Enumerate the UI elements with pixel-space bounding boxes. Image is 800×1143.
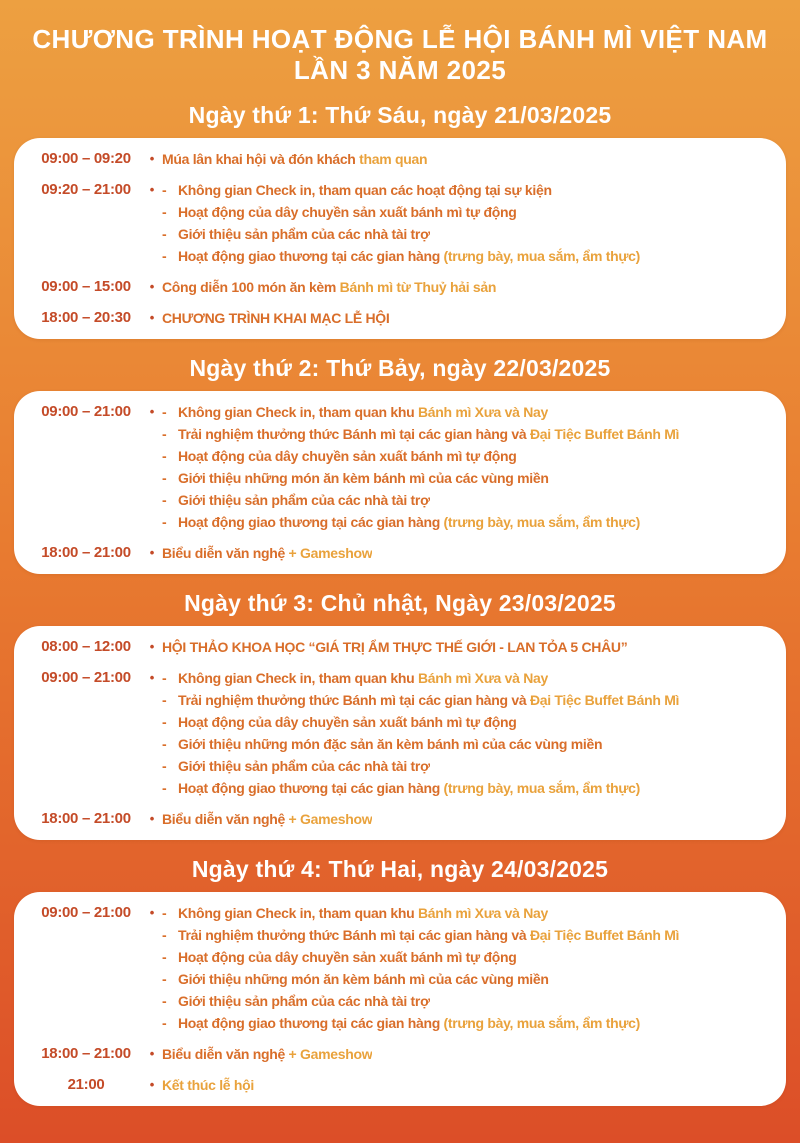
schedule-row bbox=[30, 148, 770, 170]
item-text bbox=[178, 1012, 640, 1034]
dash-marker: - bbox=[162, 780, 167, 796]
item-segment: tham quan bbox=[359, 151, 428, 167]
time-label: 09:00 – 09:20 bbox=[41, 150, 131, 167]
row-items bbox=[162, 1074, 770, 1096]
item-text bbox=[178, 990, 430, 1012]
schedule-row bbox=[30, 1074, 770, 1096]
item-line bbox=[162, 307, 770, 329]
item-segment: Hoạt động giao thương tại các gian hàng bbox=[178, 248, 444, 264]
bullet-icon: • bbox=[149, 182, 155, 197]
row-items bbox=[162, 636, 770, 658]
item-line bbox=[162, 489, 770, 511]
item-text bbox=[178, 924, 679, 946]
row-items bbox=[162, 902, 770, 1034]
item-line bbox=[162, 689, 770, 711]
item-segment: Giới thiệu sản phẩm của các nhà tài trợ bbox=[178, 492, 430, 508]
item-segment: Kết thúc lễ hội bbox=[162, 1077, 254, 1093]
item-text bbox=[178, 223, 430, 245]
row-items bbox=[162, 307, 770, 329]
item-segment: Trải nghiệm thưởng thức Bánh mì tại các gian hàng và bbox=[178, 692, 530, 708]
item-segment: Giới thiệu sản phẩm của các nhà tài trợ bbox=[178, 993, 430, 1009]
schedule-row bbox=[30, 636, 770, 658]
item-line bbox=[162, 148, 770, 170]
time-label: 18:00 – 21:00 bbox=[41, 810, 131, 827]
item-segment: Biểu diễn văn nghệ bbox=[162, 811, 289, 827]
schedule-row bbox=[30, 808, 770, 830]
dash-marker: - bbox=[162, 905, 167, 921]
item-segment: Bánh mì Xưa và Nay bbox=[417, 905, 548, 921]
schedule-row bbox=[30, 1043, 770, 1065]
item-text bbox=[162, 307, 389, 329]
row-items bbox=[162, 1043, 770, 1065]
item-line bbox=[162, 667, 770, 689]
dash-marker: - bbox=[162, 949, 167, 965]
item-segment: Không gian Check in, tham quan khu bbox=[178, 905, 418, 921]
item-line bbox=[162, 1074, 770, 1096]
dash-marker: - bbox=[162, 492, 167, 508]
dash-marker: - bbox=[162, 448, 167, 464]
item-segment: Trải nghiệm thưởng thức Bánh mì tại các gian hàng và bbox=[178, 927, 530, 943]
dash-marker: - bbox=[162, 470, 167, 486]
item-text bbox=[162, 148, 427, 170]
day-header: Ngày thứ 2: Thứ Bảy, ngày 22/03/2025 bbox=[189, 355, 611, 381]
dash-marker: - bbox=[162, 204, 167, 220]
poster-title-line1: CHƯƠNG TRÌNH HOẠT ĐỘNG LỄ HỘI BÁNH MÌ VIỆT NAM bbox=[32, 24, 768, 54]
dash-marker: - bbox=[162, 404, 167, 420]
item-text bbox=[162, 542, 372, 564]
bullet-icon: • bbox=[149, 310, 155, 325]
row-items bbox=[162, 276, 770, 298]
item-line bbox=[162, 946, 770, 968]
dash-marker: - bbox=[162, 692, 167, 708]
row-items bbox=[162, 179, 770, 267]
item-segment: Giới thiệu những món ăn kèm bánh mì của các vùng miền bbox=[178, 971, 549, 987]
item-segment: (trưng bày, mua sắm, ẩm thực) bbox=[443, 514, 641, 530]
item-line bbox=[162, 968, 770, 990]
dash-marker: - bbox=[162, 714, 167, 730]
item-text bbox=[178, 711, 516, 733]
item-text bbox=[178, 245, 640, 267]
item-text bbox=[178, 902, 548, 924]
item-text bbox=[178, 489, 430, 511]
item-line bbox=[162, 511, 770, 533]
time-label: 09:20 – 21:00 bbox=[41, 181, 131, 198]
dash-marker: - bbox=[162, 993, 167, 1009]
row-items bbox=[162, 542, 770, 564]
day-header: Ngày thứ 4: Thứ Hai, ngày 24/03/2025 bbox=[191, 856, 609, 882]
day-section-2 bbox=[14, 354, 786, 574]
schedule-card bbox=[14, 892, 786, 1106]
item-line bbox=[162, 990, 770, 1012]
item-segment: + Gameshow bbox=[288, 545, 373, 561]
schedule-row bbox=[30, 276, 770, 298]
item-segment: Giới thiệu sản phẩm của các nhà tài trợ bbox=[178, 226, 430, 242]
item-line bbox=[162, 777, 770, 799]
item-segment: Biểu diễn văn nghệ bbox=[162, 545, 289, 561]
schedule-row bbox=[30, 401, 770, 533]
item-line bbox=[162, 808, 770, 830]
time-label: 18:00 – 20:30 bbox=[41, 309, 131, 326]
bullet-icon: • bbox=[149, 1077, 155, 1092]
item-line bbox=[162, 467, 770, 489]
item-line bbox=[162, 542, 770, 564]
item-text bbox=[162, 276, 496, 298]
item-line bbox=[162, 902, 770, 924]
time-label: 18:00 – 21:00 bbox=[41, 1045, 131, 1062]
item-segment: Giới thiệu sản phẩm của các nhà tài trợ bbox=[178, 758, 430, 774]
item-text bbox=[178, 179, 552, 201]
item-segment: Bánh mì từ Thuỷ hải sản bbox=[339, 279, 497, 295]
item-text bbox=[178, 667, 548, 689]
dash-marker: - bbox=[162, 226, 167, 242]
dash-marker: - bbox=[162, 670, 167, 686]
dash-marker: - bbox=[162, 514, 167, 530]
item-text bbox=[178, 733, 602, 755]
item-segment: Hoạt động của dây chuyền sản xuất bánh mì tự động bbox=[178, 949, 517, 965]
dash-marker: - bbox=[162, 182, 167, 198]
row-items bbox=[162, 667, 770, 799]
item-segment: Hoạt động của dây chuyền sản xuất bánh mì tự động bbox=[178, 448, 517, 464]
item-text bbox=[178, 401, 548, 423]
bullet-icon: • bbox=[149, 545, 155, 560]
item-segment: CHƯƠNG TRÌNH KHAI MẠC LỄ HỘI bbox=[162, 310, 390, 326]
dash-marker: - bbox=[162, 758, 167, 774]
item-segment: + Gameshow bbox=[288, 811, 373, 827]
item-line bbox=[162, 636, 770, 658]
time-label: 09:00 – 21:00 bbox=[41, 669, 131, 686]
dash-marker: - bbox=[162, 248, 167, 264]
day-section-3 bbox=[14, 589, 786, 840]
schedule-row bbox=[30, 667, 770, 799]
item-line bbox=[162, 755, 770, 777]
item-text bbox=[162, 1043, 372, 1065]
item-segment: Hoạt động giao thương tại các gian hàng bbox=[178, 780, 444, 796]
item-text bbox=[178, 201, 516, 223]
item-line bbox=[162, 733, 770, 755]
item-segment: Hoạt động giao thương tại các gian hàng bbox=[178, 514, 444, 530]
time-label: 08:00 – 12:00 bbox=[41, 638, 131, 655]
time-label: 09:00 – 15:00 bbox=[41, 278, 131, 295]
item-text bbox=[178, 777, 640, 799]
item-text bbox=[178, 755, 430, 777]
item-segment: Không gian Check in, tham quan khu bbox=[178, 670, 418, 686]
item-segment: Múa lân khai hội và đón khách bbox=[162, 151, 360, 167]
bullet-icon: • bbox=[149, 404, 155, 419]
dash-marker: - bbox=[162, 736, 167, 752]
time-label: 18:00 – 21:00 bbox=[41, 544, 131, 561]
item-segment: (trưng bày, mua sắm, ẩm thực) bbox=[443, 780, 641, 796]
item-segment: Không gian Check in, tham quan các hoạt động tại sự kiện bbox=[178, 182, 552, 198]
item-text bbox=[162, 636, 627, 658]
dash-marker: - bbox=[162, 426, 167, 442]
dash-marker: - bbox=[162, 927, 167, 943]
bullet-icon: • bbox=[149, 905, 155, 920]
item-line bbox=[162, 201, 770, 223]
item-segment: HỘI THẢO KHOA HỌC “GIÁ TRỊ ẨM THỰC THẾ GIỚI - LAN TỎA 5 CHÂU” bbox=[162, 639, 628, 655]
time-label: 09:00 – 21:00 bbox=[41, 403, 131, 420]
bullet-icon: • bbox=[149, 151, 155, 166]
day-section-4 bbox=[14, 855, 786, 1106]
item-line bbox=[162, 1043, 770, 1065]
item-segment: Trải nghiệm thưởng thức Bánh mì tại các gian hàng và bbox=[178, 426, 530, 442]
dash-marker: - bbox=[162, 1015, 167, 1031]
item-line bbox=[162, 924, 770, 946]
item-text bbox=[162, 1074, 254, 1096]
poster-title bbox=[14, 24, 786, 86]
schedule-row bbox=[30, 179, 770, 267]
schedule-days bbox=[14, 101, 786, 1106]
schedule-row bbox=[30, 542, 770, 564]
row-items bbox=[162, 808, 770, 830]
day-header: Ngày thứ 1: Thứ Sáu, ngày 21/03/2025 bbox=[188, 102, 612, 128]
item-text bbox=[178, 423, 679, 445]
schedule-card bbox=[14, 626, 786, 840]
schedule-row bbox=[30, 307, 770, 329]
item-segment: Công diễn 100 món ăn kèm bbox=[162, 279, 340, 295]
item-line bbox=[162, 1012, 770, 1034]
schedule-card bbox=[14, 391, 786, 574]
item-segment: (trưng bày, mua sắm, ẩm thực) bbox=[443, 1015, 641, 1031]
row-items bbox=[162, 401, 770, 533]
item-line bbox=[162, 223, 770, 245]
day-header: Ngày thứ 3: Chủ nhật, Ngày 23/03/2025 bbox=[184, 590, 616, 616]
item-segment: Giới thiệu những món đặc sản ăn kèm bánh mì của các vùng miền bbox=[178, 736, 603, 752]
item-line bbox=[162, 423, 770, 445]
row-items bbox=[162, 148, 770, 170]
item-line bbox=[162, 179, 770, 201]
bullet-icon: • bbox=[149, 1046, 155, 1061]
item-segment: Hoạt động của dây chuyền sản xuất bánh mì tự động bbox=[178, 204, 517, 220]
item-line bbox=[162, 711, 770, 733]
item-segment: Bánh mì Xưa và Nay bbox=[417, 404, 548, 420]
item-text bbox=[178, 467, 549, 489]
item-text bbox=[162, 808, 372, 830]
bullet-icon: • bbox=[149, 639, 155, 654]
item-segment: Biểu diễn văn nghệ bbox=[162, 1046, 289, 1062]
item-text bbox=[178, 511, 640, 533]
poster-title-line2: LẦN 3 NĂM 2025 bbox=[293, 55, 507, 85]
item-segment: Bánh mì Xưa và Nay bbox=[417, 670, 548, 686]
item-segment: (trưng bày, mua sắm, ẩm thực) bbox=[443, 248, 641, 264]
bullet-icon: • bbox=[149, 279, 155, 294]
item-text bbox=[178, 968, 549, 990]
item-segment: Đại Tiệc Buffet Bánh Mì bbox=[529, 692, 680, 708]
item-line bbox=[162, 276, 770, 298]
dash-marker: - bbox=[162, 971, 167, 987]
time-label: 09:00 – 21:00 bbox=[41, 904, 131, 921]
schedule-card bbox=[14, 138, 786, 339]
item-segment: Đại Tiệc Buffet Bánh Mì bbox=[529, 426, 680, 442]
item-segment: Không gian Check in, tham quan khu bbox=[178, 404, 418, 420]
item-line bbox=[162, 445, 770, 467]
bullet-icon: • bbox=[149, 811, 155, 826]
item-line bbox=[162, 401, 770, 423]
item-text bbox=[178, 689, 679, 711]
item-line bbox=[162, 245, 770, 267]
time-label: 21:00 bbox=[67, 1076, 105, 1093]
item-segment: Đại Tiệc Buffet Bánh Mì bbox=[529, 927, 680, 943]
item-segment: + Gameshow bbox=[288, 1046, 373, 1062]
item-text bbox=[178, 445, 516, 467]
item-segment: Hoạt động giao thương tại các gian hàng bbox=[178, 1015, 444, 1031]
item-segment: Hoạt động của dây chuyền sản xuất bánh mì tự động bbox=[178, 714, 517, 730]
bullet-icon: • bbox=[149, 670, 155, 685]
item-segment: Giới thiệu những món ăn kèm bánh mì của các vùng miền bbox=[178, 470, 549, 486]
schedule-row bbox=[30, 902, 770, 1034]
day-section-1 bbox=[14, 101, 786, 339]
item-text bbox=[178, 946, 516, 968]
